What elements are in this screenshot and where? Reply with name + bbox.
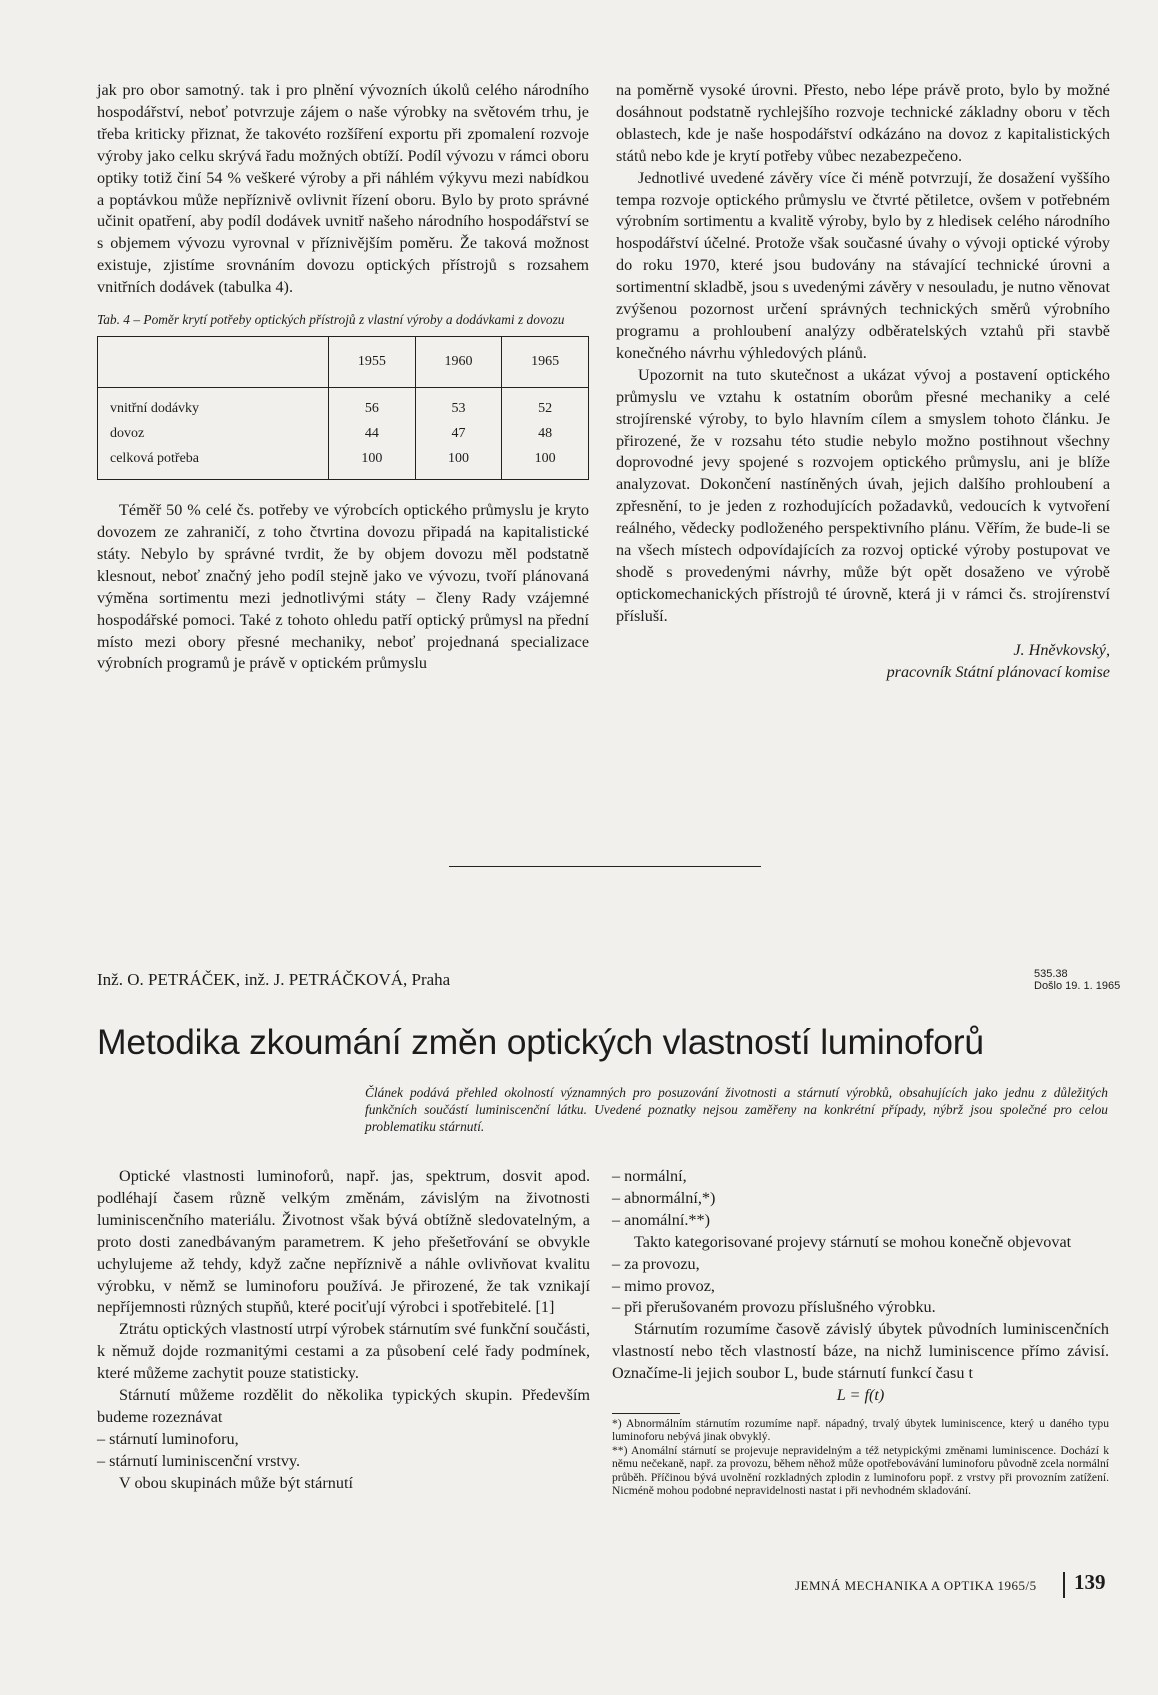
table-header-row (98, 337, 589, 388)
table-row (98, 388, 589, 422)
column-top-right (616, 80, 1110, 683)
table-row-label: celková potřeba (110, 450, 200, 466)
article-meta (1034, 968, 1120, 992)
table-row-label: dovoz (110, 425, 145, 441)
footnote: **) Anomální stárnutí se projevuje nepravidelným a též netypickými změnami luminiscence. Dochází k němu nečekaně, např. za provozu, během něhož může opotřebovávání luminoforu původně zcela normální průběh. Příčinou bývá uvolnění rozkladných zplodin z luminoforu popř. z vrstvy při provozním zatížení. Nicméně mohou podobné nepravidelnosti nastat i při nevhodném skladování. (612, 1443, 1109, 1497)
table-cell: 100 (502, 446, 589, 480)
table-cell: 53 (415, 388, 502, 422)
paragraph: na poměrně vysoké úrovni. Přesto, nebo lépe právě proto, bylo by možné dosáhnout podstatně rychlejšího rozvoje technické základny oboru v těch oblastech, kde je naše hospodářství odkázáno na dovoz z kapitalistických států nebo kde je krytí potřeby vůbec nezabezpečeno. (616, 81, 1110, 165)
paragraph: Ztrátu optických vlastností utrpí výrobek stárnutím své funkční součásti, k němuž dojde rozmanitými cestami a za působení celé řady podmínek, které můžeme zachytit pouze statisticky. (97, 1320, 590, 1383)
udc-code: 535.38 (1034, 968, 1068, 980)
list-item: – anomální.**) (612, 1210, 1109, 1232)
paragraph: Stárnutí můžeme rozdělit do několika typických skupin. Především budeme rozeznávat (97, 1386, 590, 1426)
article-authors: Inž. O. PETRÁČEK, inž. J. PETRÁČKOVÁ, Praha (97, 970, 451, 989)
aging-conditions-list (612, 1254, 1109, 1320)
page-number: 139 (1074, 1570, 1106, 1594)
aging-category-list (612, 1166, 1109, 1232)
table-cell: 48 (502, 421, 589, 446)
list-item: – normální, (612, 1166, 1109, 1188)
table-header-year: 1960 (415, 337, 502, 388)
article-title: Metodika zkoumání změn optických vlastností luminoforů (97, 1022, 984, 1062)
list-item: – abnormální,*) (612, 1188, 1109, 1210)
table-row-label: vnitřní dodávky (110, 400, 200, 416)
signature-name: J. Hněvkovský, (1013, 640, 1110, 659)
list-item: – při přerušovaném provozu příslušného výrobku. (612, 1297, 1109, 1319)
aging-types-list (97, 1429, 590, 1473)
formula: L = f(t) (836, 1386, 885, 1405)
paragraph: Téměř 50 % celé čs. potřeby ve výrobcích optického průmyslu je kryto dovozem ze zahraničí, z toho čtvrtina dovozu připadá na kapitalistické státy. Nebylo by správné tvrdit, že by objem dovozu měl podstatně klesnout, neboť značný jeho podíl stejně jako ve vývozu, tvoří plánovaná výměna sortimentu mezi jednotlivými státy – členy Rady vzájemné hospodářské pomoci. Také z tohoto ohledu patří optický průmysl na přední místo mezi obory přesné mechaniky, neboť projednaná specializace výrobních programů je právě v optickém průmyslu (97, 501, 589, 673)
paragraph: Jednotlivé uvedené závěry více či méně potvrzují, že dosažení vyššího tempa rozvoje optického průmyslu ve čtvrté pětiletce, ovšem v potřebném výrobním sortimentu a kvalitě výroby, bylo by z hledisek celého národního hospodářství účelné. Protože však současné úvahy o vývoji optické výroby do roku 1970, které jsou budovány na stávající technické úrovni a sortimentní skladbě, jsou s uvedenými závěry v nesouladu, je nutno věnovat zvýšenou pozornost určení správných technických směrů výrobního programu a prohloubení analýzy odběratelských vztahů při stavbě konečného návrhu výhledových plánů. (616, 168, 1110, 362)
list-item: – stárnutí luminiscenční vrstvy. (97, 1451, 590, 1473)
column-top-left (97, 80, 589, 675)
table-cell: 100 (415, 446, 502, 480)
table-cell: 44 (329, 421, 416, 446)
section-divider (449, 866, 761, 867)
table-cell: 56 (329, 388, 416, 422)
table-caption: Tab. 4 – Poměr krytí potřeby optických přístrojů z vlastní výroby a dodávkami z dovozu (97, 312, 565, 328)
column-bottom-left (97, 1166, 590, 1495)
paragraph: Stárnutím rozumíme časově závislý úbytek původních luminiscenčních vlastností nebo těch vlastností báze, na nichž luminiscence přímo závisí. Označíme-li jejich soubor L, bude stárnutí funkcí času t (612, 1320, 1109, 1383)
paragraph: Optické vlastnosti luminoforů, např. jas, spektrum, dosvit apod. podléhají časem různě velkým změnám, závislým na životnosti luminiscenčního materiálu. Životnost však bývá obtížně sledovatelným, a proto dosti zanedbávaným parametrem. K jeho přešetřování se obvykle uchylujeme až tehdy, když začne nepříznivě a náhle ovlivňovat kvalitu výrobku, v němž se luminoforu používá. Je přirozené, že tak vznikají nepříjemnosti různých stupňů, které pociťují výrobci i spotřebitelé. [1] (97, 1167, 590, 1317)
table-header-year: 1955 (329, 337, 416, 388)
table-header-year: 1965 (502, 337, 589, 388)
list-item: – stárnutí luminoforu, (97, 1429, 590, 1451)
footer-separator (1063, 1572, 1065, 1598)
list-item: – mimo provoz, (612, 1276, 1109, 1298)
received-date: Došlo 19. 1. 1965 (1034, 980, 1121, 992)
paragraph: Upozornit na tuto skutečnost a ukázat vývoj a postavení optického průmyslu ve vztahu k ostatním oborům přesné mechaniky a celé strojírenské výroby, to bylo hlavním cílem a smyslem tohoto článku. Je přirozené, že v rozsahu této studie nebylo možno postihnout všechny doprovodné jevy spojené s rozvojem optického průmyslu, ani je blíže analyzovat. Dokončení nastíněných úvah, jejich dalšího prohloubení a zpřesnění, to je jeden z rozhodujících požadavků, vedoucích k vytvoření reálného, vědecky podloženého perspektivního plánu. Věřím, že bude-li se na všech místech odpovídajících za rozvoj optické výroby postupovat ve shodě s provedenými návrhy, může být opět dosaženo ve výrobě optickomechanických přístrojů té úrovně, která ji v rámci čs. strojírenství přísluší. (616, 365, 1110, 625)
table-row (98, 421, 589, 446)
list-item: – za provozu, (612, 1254, 1109, 1276)
paragraph: Takto kategorisované projevy stárnutí se mohou konečně objevovat (634, 1232, 1072, 1251)
signature-role: pracovník Státní plánovací komise (886, 662, 1110, 681)
column-bottom-right (612, 1166, 1109, 1497)
table-row (98, 446, 589, 480)
journal-footer: JEMNÁ MECHANIKA A OPTIKA 1965/5 (795, 1578, 1037, 1593)
paragraph: jak pro obor samotný. tak i pro plnění vývozních úkolů celého národního hospodářství, neboť potvrzuje zájem o naše výrobky na světovém trhu, je třeba kriticky přiznat, že takovéto rozšíření exportu při zpomalení rozvoje výroby jako celku skrývá řadu možných obtíží. Podíl vývozu v rámci oboru optiky totiž činí 54 % veškeré výroby a při náhlém výkyvu mezi nabídkou a poptávkou může nepříznivě ovlivnit řízení oboru. Bylo by proto správné učinit opatření, aby podíl dodávek uvnitř našeho národního hospodářství se s objemem vývozu vyrovnal v příznivějším poměru. Že taková možnost existuje, zjistíme srovnáním dovozu optických přístrojů s rozsahem vnitřních dodávek (tabulka 4). (97, 81, 589, 297)
table-cell: 52 (502, 388, 589, 422)
article-abstract: Článek podává přehled okolností významných pro posuzování životnosti a stárnutí výrobků, obsahujících jako jednu z důležitých funkčních součástí luminiscenční látku. Uvedené poznatky nejsou zaměřeny na konkrétní případy, nýbrž jsou společné pro celou problematiku stárnutí. (365, 1085, 1108, 1134)
table-cell: 100 (329, 446, 416, 480)
table-cell: 47 (415, 421, 502, 446)
table-4 (97, 336, 589, 480)
footnote-rule (612, 1413, 680, 1414)
paragraph: V obou skupinách může být stárnutí (119, 1473, 353, 1492)
footnote: *) Abnormálním stárnutím rozumíme např. nápadný, trvalý úbytek luminiscence, který u daného typu luminoforu nebývá jinak obvyklý. (612, 1416, 1109, 1444)
table-header-empty (98, 337, 329, 388)
